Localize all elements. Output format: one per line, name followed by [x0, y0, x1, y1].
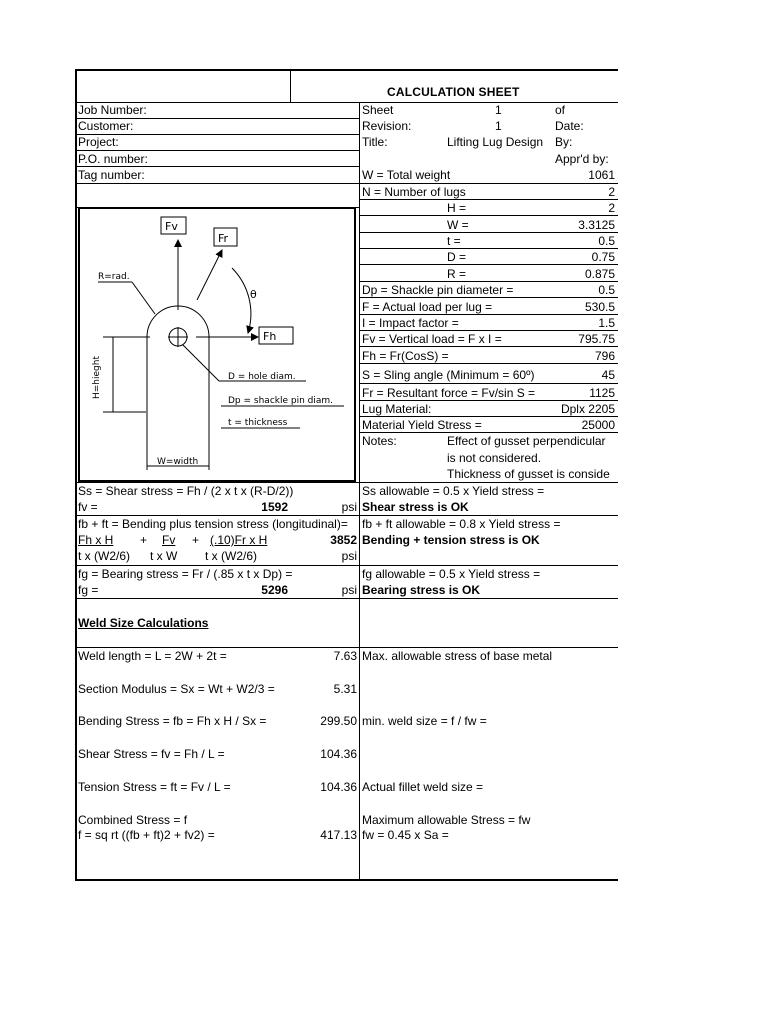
sheet-label: Sheet [362, 103, 394, 117]
input-label: H = [447, 201, 467, 215]
input-label: S = Sling angle (Minimum = 60º) [362, 368, 535, 382]
input-value: 25000 [581, 418, 615, 432]
input-value: 1061 [588, 168, 615, 182]
project-label: Project: [78, 135, 119, 149]
tag-number-label: Tag number: [78, 168, 145, 182]
bearing-result: Bearing stress is OK [362, 583, 481, 597]
bearing-fg-label: fg = [78, 583, 99, 597]
shear-fv-value: 1592 [261, 500, 288, 514]
input-label: I = Impact factor = [362, 316, 459, 330]
input-value: 1.5 [598, 316, 615, 330]
input-value: 2 [608, 201, 615, 215]
input-value: 0.75 [591, 250, 615, 264]
input-label: Dp = Shackle pin diameter = [362, 283, 514, 297]
bending-allowable: fb + ft allowable = 0.8 x Yield stress = [362, 517, 561, 531]
lug-outline [147, 306, 209, 412]
date-label: Date: [555, 119, 584, 133]
max-allow-2: fw = 0.45 x Sa = [362, 828, 449, 842]
bearing-allowable: fg allowable = 0.5 x Yield stress = [362, 567, 541, 581]
max-allow-1: Maximum allowable Stress = fw [362, 813, 531, 827]
bearing-fg-value: 5296 [261, 583, 288, 597]
revision-label: Revision: [362, 119, 412, 133]
input-label: Fv = Vertical load = F x I = [362, 332, 502, 346]
bending-num3: (.10)Fr x H [210, 533, 268, 547]
weld-row-label: Section Modulus = Sx = Wt + W2/3 = [78, 682, 275, 696]
bending-unit: psi [341, 549, 357, 563]
weld-row-value: 299.50 [320, 714, 357, 728]
apprd-label: Appr'd by: [555, 152, 609, 166]
input-label: t = [447, 234, 461, 248]
shear-allowable: Ss allowable = 0.5 x Yield stress = [362, 484, 545, 498]
theta-arc [232, 268, 251, 333]
fh-label: Fh [263, 330, 277, 343]
input-label: W = [447, 218, 469, 232]
weld-row-value: 5.31 [333, 682, 357, 696]
theta-label: θ [250, 288, 257, 301]
input-label: D = [447, 250, 467, 264]
weld-row-right: min. weld size = f / fw = [362, 714, 487, 728]
input-label: F = Actual load per lug = [362, 300, 493, 314]
weld-row-right: Max. allowable stress of base metal [362, 649, 553, 663]
bending-num2: Fv [162, 533, 176, 547]
input-value: 1125 [589, 386, 615, 400]
d-label: D = hole diam. [228, 372, 296, 382]
title-value: Lifting Lug Design [447, 135, 544, 149]
input-value: 795.75 [578, 332, 615, 346]
notes-label: Notes: [362, 434, 397, 448]
bending-formula: fb + ft = Bending plus tension stress (longitudinal)= [78, 517, 348, 531]
bending-den1: t x (W2/6) [78, 549, 131, 563]
bending-plus1: + [140, 533, 148, 547]
sheet-value: 1 [495, 103, 502, 117]
job-number-label: Job Number: [78, 103, 147, 117]
customer-label: Customer: [78, 119, 134, 133]
input-label: W = Total weight [362, 168, 451, 182]
input-value: 0.5 [598, 283, 615, 297]
shear-formula: Ss = Shear stress = Fh / (2 x t x (R-D/2)) [78, 484, 294, 498]
h-label: H=hieght [92, 356, 102, 399]
input-value: 3.3125 [578, 218, 615, 232]
weld-row-label: Tension Stress = ft = Fv / L = [78, 780, 231, 794]
weld-row-label: Bending Stress = fb = Fh x H / Sx = [78, 714, 267, 728]
d-leader [183, 345, 219, 381]
of-label: of [555, 103, 566, 117]
fv-label: Fv [165, 220, 178, 233]
input-label: N = Number of lugs [362, 185, 466, 199]
fr-label: Fr [218, 232, 229, 245]
input-label: Fr = Resultant force = Fv/sin S = [362, 386, 536, 400]
input-label: R = [447, 267, 467, 281]
fr-arrow [197, 250, 222, 300]
bearing-unit: psi [341, 583, 357, 597]
bending-den2: t x W [150, 549, 178, 563]
bending-den3: t x (W2/6) [205, 549, 258, 563]
revision-value: 1 [495, 119, 502, 133]
input-label: Material Yield Stress = [362, 418, 482, 432]
input-value: 796 [594, 349, 615, 363]
shear-fv-label: fv = [78, 500, 98, 514]
weld-title: Weld Size Calculations [78, 616, 209, 630]
r-leader [132, 282, 155, 314]
input-label: Lug Material: [362, 402, 432, 416]
input-value: 530.5 [584, 300, 615, 314]
input-value: 0.875 [584, 267, 615, 281]
weld-top-line [76, 647, 618, 648]
combined-label-2: f = sq rt ((fb + ft)2 + fv2) = [78, 828, 215, 842]
by-label: By: [555, 135, 573, 149]
weld-row-label: Weld length = L = 2W + 2t = [78, 649, 227, 663]
t-label: t = thickness [228, 418, 288, 428]
bending-plus2: + [192, 533, 200, 547]
weld-row-value: 104.36 [320, 747, 357, 761]
notes-line: Effect of gusset perpendicular [447, 434, 606, 448]
dp-label: Dp = shackle pin diam. [228, 396, 334, 406]
combined-label-1: Combined Stress = f [78, 813, 188, 827]
notes-line: is not considered. [447, 451, 542, 465]
weld-row-value: 7.63 [333, 649, 357, 663]
input-value: 2 [608, 185, 615, 199]
title-label: Title: [362, 135, 388, 149]
weld-row-value: 104.36 [320, 780, 357, 794]
input-value: 45 [601, 368, 615, 382]
input-value: 0.5 [598, 234, 615, 248]
shear-unit: psi [341, 500, 357, 514]
weld-row-right: Actual fillet weld size = [362, 780, 484, 794]
notes-line: Thickness of gusset is conside [447, 467, 610, 481]
combined-value: 417.13 [320, 828, 357, 842]
r-label: R=rad. [98, 272, 130, 282]
bending-value: 3852 [330, 533, 357, 547]
bending-num1: Fh x H [78, 533, 114, 547]
weld-row-label: Shear Stress = fv = Fh / L = [78, 747, 225, 761]
w-label: W=width [157, 457, 199, 467]
input-value: Dplx 2205 [560, 402, 615, 416]
bending-result: Bending + tension stress is OK [362, 533, 540, 547]
sheet-title: CALCULATION SHEET [387, 85, 520, 99]
po-number-label: P.O. number: [78, 152, 148, 166]
shear-result: Shear stress is OK [362, 500, 469, 514]
input-label: Fh = Fr(CosS) = [362, 349, 449, 363]
bearing-formula: fg = Bearing stress = Fr / (.85 x t x Dp) = [78, 567, 293, 581]
diagram-frame [79, 208, 355, 481]
